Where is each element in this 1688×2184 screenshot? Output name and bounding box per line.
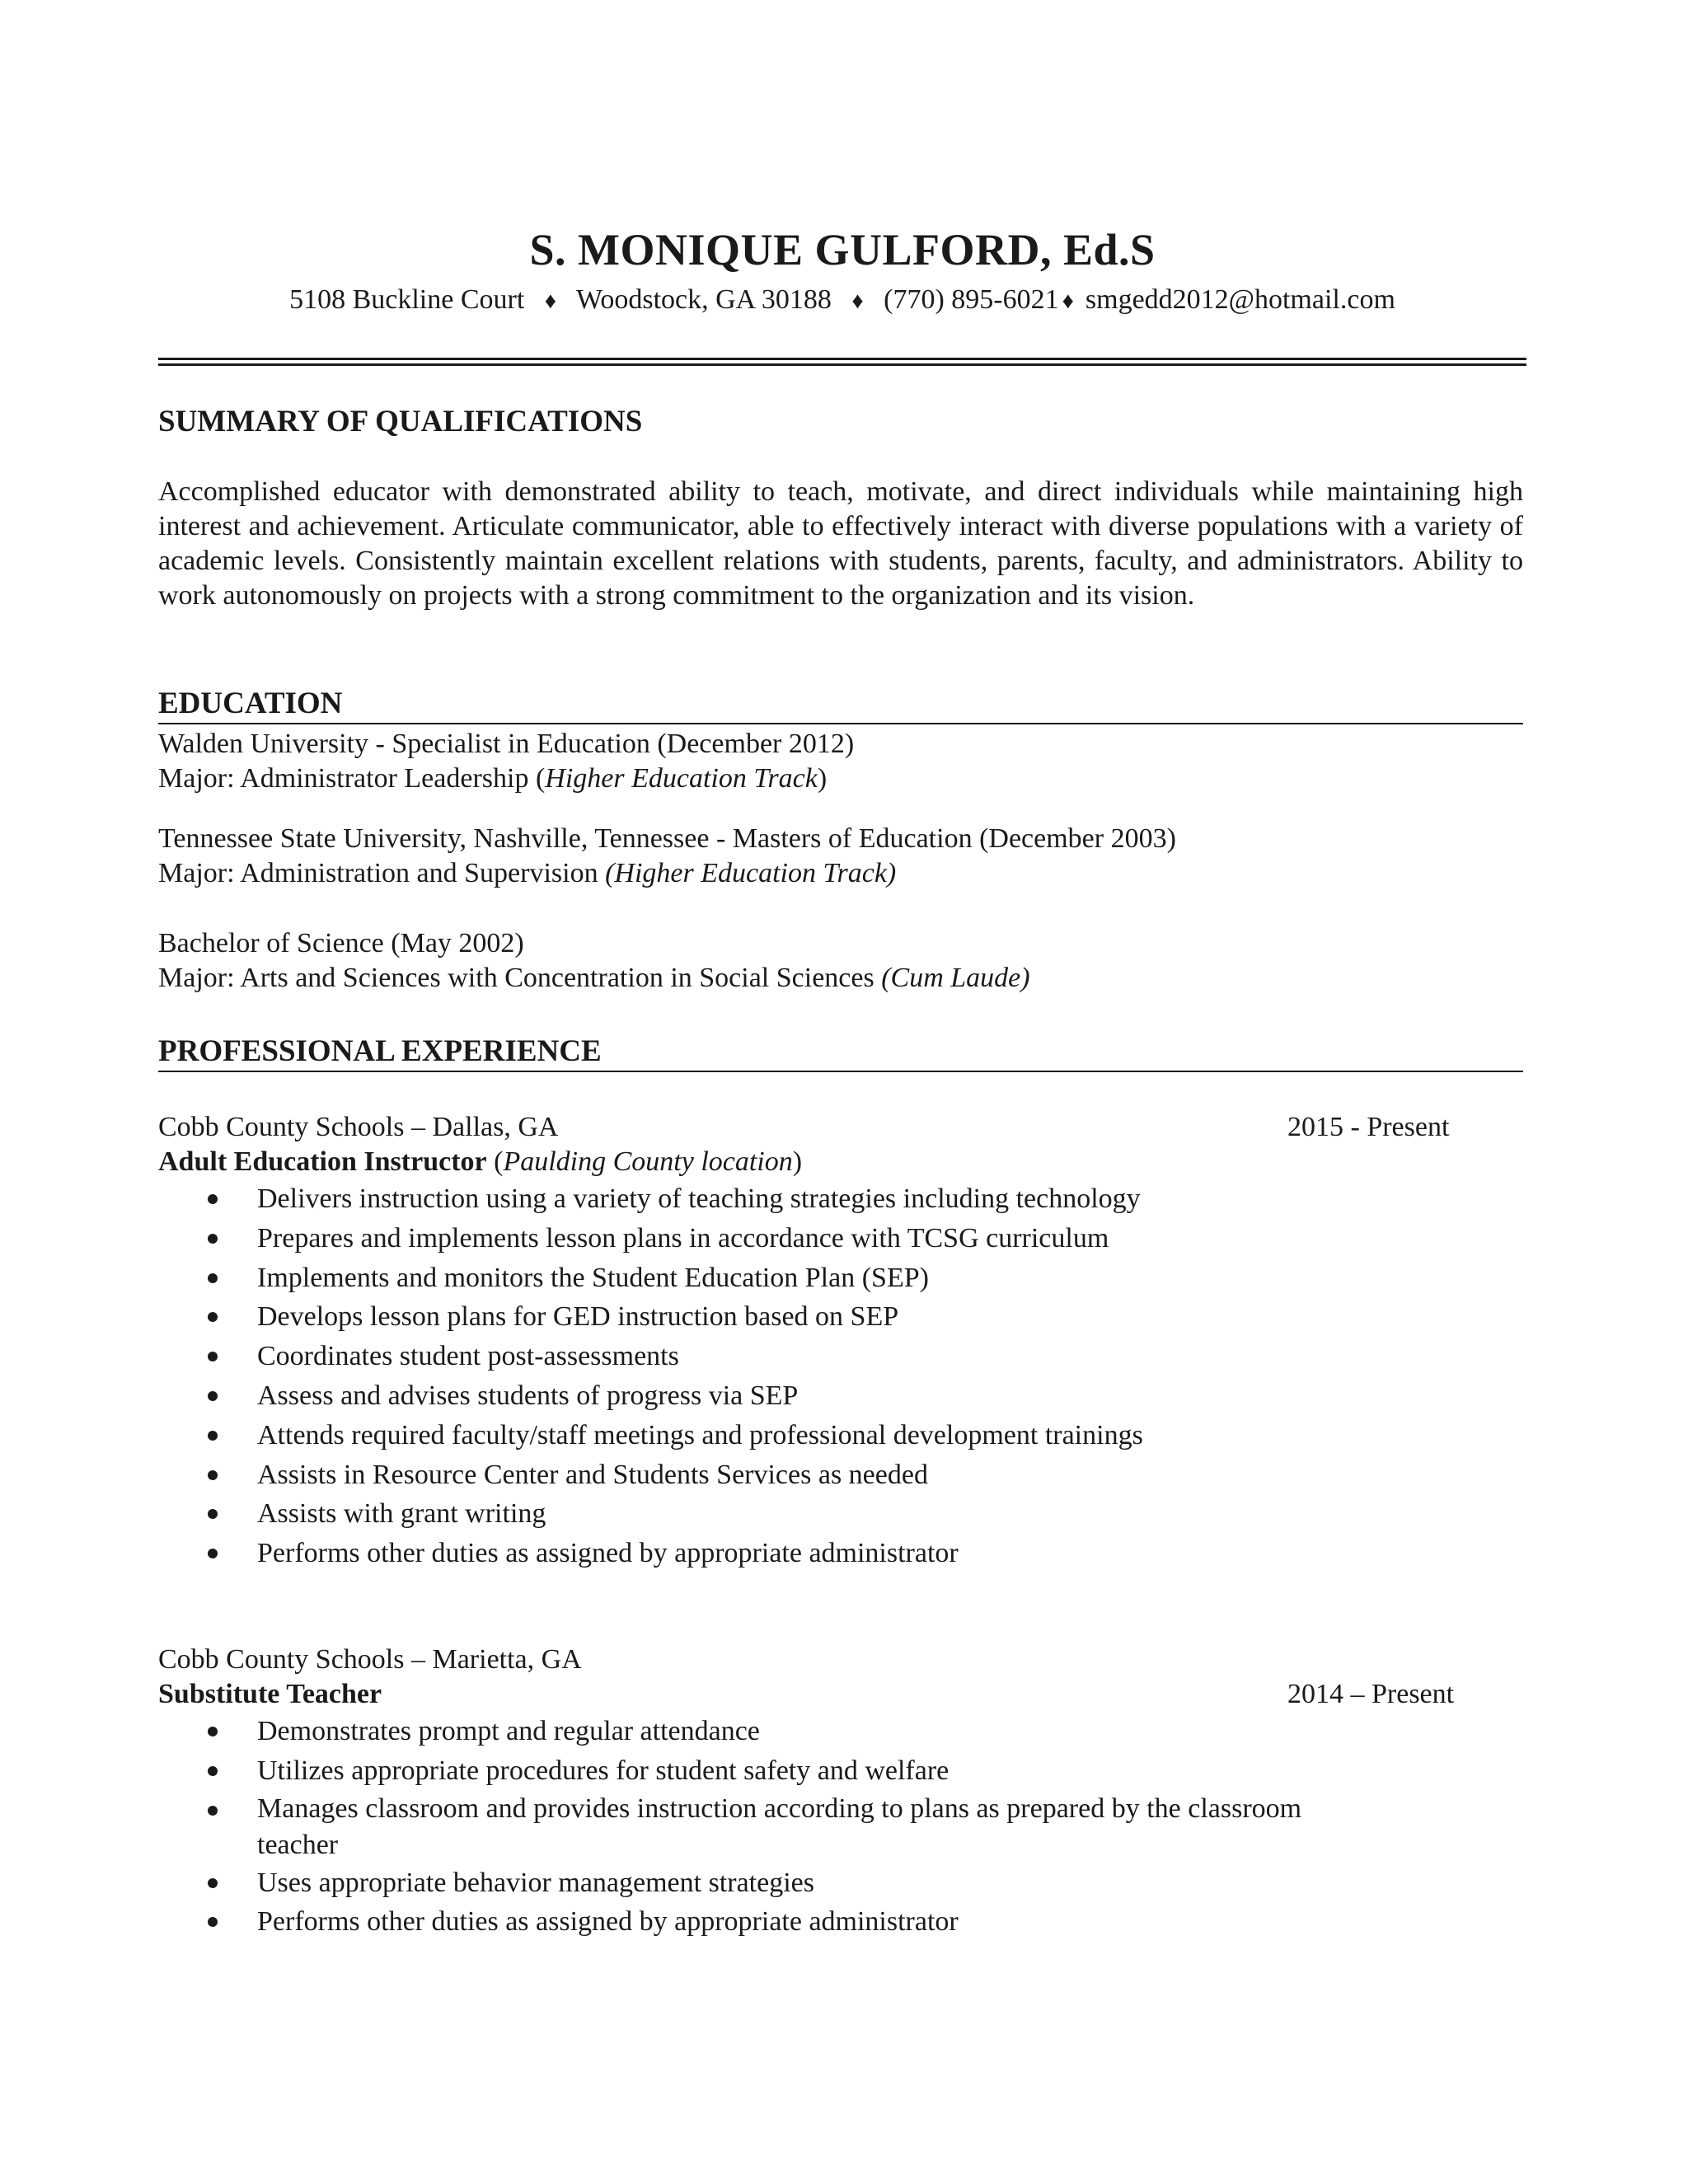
duty-text: Performs other duties as assigned by appropriate administrator [257, 1906, 959, 1938]
duty-text: Demonstrates prompt and regular attendance [257, 1716, 760, 1746]
list-item [158, 1337, 1312, 1376]
job-2-title: Substitute Teacher [158, 1679, 382, 1709]
city-state-zip: Woodstock, GA 30188 [575, 284, 832, 315]
list-item [158, 1863, 1304, 1903]
job-1-title-line [158, 1146, 802, 1178]
job-1-location-note: Paulding County location [503, 1146, 793, 1177]
education-entry-2-title: Tennessee State University, Nashville, Tennessee - Masters of Education (December 2003) [158, 823, 1176, 854]
job-2-dates: 2014 – Present [1287, 1679, 1455, 1709]
major-track: Higher Education Track [545, 763, 818, 794]
diamond-icon: ♦ [851, 288, 864, 314]
major-text: Major: Arts and Sciences with Concentration in Social Sciences [158, 963, 882, 993]
list-item [158, 1712, 1304, 1751]
summary-text: Accomplished educator with demonstrated ability to teach, motivate, and direct individuals while maintaining high interest and achievement. Articulate communicator, able to effectively interact with diverse populations with a variety of academic levels. Consistently maintain excellent relations with students, parents, faculty, and administrators. Ability to work autonomously on projects with a strong commitment to the organization and its vision. [158, 476, 1523, 611]
job-1-dates: 2015 - Present [1287, 1112, 1450, 1142]
list-item [158, 1791, 1304, 1863]
major-honors: (Cum Laude) [881, 963, 1030, 993]
list-item [158, 1376, 1312, 1416]
list-item [158, 1219, 1312, 1258]
diamond-icon: ♦ [544, 288, 557, 314]
list-item [158, 1258, 1312, 1298]
bullet-icon [208, 1727, 218, 1736]
bullet-icon [208, 1352, 218, 1361]
candidate-name: S. MONIQUE GULFORD, Ed.S [529, 225, 1156, 274]
education-entry-2-major [158, 858, 896, 889]
phone: (770) 895-6021 [884, 284, 1059, 315]
bullet-icon [208, 1234, 218, 1244]
bullet-icon [208, 1391, 218, 1401]
education-heading: EDUCATION [158, 686, 1523, 724]
address: 5108 Buckline Court [289, 284, 525, 315]
bullet-icon [208, 1273, 218, 1283]
header-divider [158, 358, 1526, 366]
list-item [158, 1179, 1312, 1219]
bullet-icon [208, 1509, 218, 1519]
duty-text: Implements and monitors the Student Education Plan (SEP) [257, 1262, 929, 1293]
major-text-end: ) [817, 763, 828, 794]
bullet-icon [208, 1549, 218, 1558]
duty-text: Attends required faculty/staff meetings and professional development trainings [257, 1419, 1143, 1451]
diamond-icon: ♦ [1062, 288, 1074, 314]
list-item [158, 1751, 1304, 1791]
duty-text: Performs other duties as assigned by appropriate administrator [257, 1538, 959, 1569]
bullet-icon [208, 1878, 218, 1888]
education-entry-3-title: Bachelor of Science (May 2002) [158, 928, 524, 958]
duty-text: Develops lesson plans for GED instruction based on SEP [257, 1301, 899, 1333]
list-item [158, 1455, 1312, 1495]
contact-line [158, 284, 1526, 316]
duty-text: Uses appropriate behavior management strategies [257, 1867, 814, 1898]
major-text: Major: Administration and Supervision [158, 858, 606, 888]
duty-text: Assists in Resource Center and Students Services as needed [257, 1459, 928, 1490]
duty-text: Prepares and implements lesson plans in accordance with TCSG curriculum [257, 1222, 1109, 1254]
major-text: Major: Administrator Leadership ( [158, 763, 546, 794]
bullet-icon [208, 1470, 218, 1480]
major-track: (Higher Education Track) [605, 858, 897, 888]
experience-heading: PROFESSIONAL EXPERIENCE [158, 1033, 1523, 1072]
education-entry-1-title: Walden University - Specialist in Education (December 2012) [158, 729, 855, 759]
bullet-icon [208, 1312, 218, 1322]
bullet-icon [208, 1806, 218, 1816]
duty-text: Delivers instruction using a variety of teaching strategies including technology [257, 1183, 1141, 1214]
job-1-title: Adult Education Instructor [158, 1146, 487, 1177]
bullet-icon [208, 1917, 218, 1927]
job-1-employer: Cobb County Schools – Dallas, GA [158, 1112, 559, 1142]
duty-text: Assists with grant writing [257, 1498, 546, 1530]
bullet-icon [208, 1766, 218, 1776]
summary-heading: SUMMARY OF QUALIFICATIONS [158, 405, 643, 438]
job-1-duties [158, 1179, 1312, 1573]
list-item [158, 1494, 1312, 1534]
list-item [158, 1902, 1304, 1942]
education-entry-1-major [158, 763, 827, 794]
bullet-icon [208, 1194, 218, 1204]
bullet-icon [208, 1431, 218, 1441]
duty-text: Assess and advises students of progress via SEP [257, 1380, 799, 1411]
duty-text: Coordinates student post-assessments [257, 1341, 679, 1372]
job-2-duties [158, 1712, 1304, 1942]
job-2-employer: Cobb County Schools – Marietta, GA [158, 1644, 582, 1675]
duty-text: Utilizes appropriate procedures for student safety and welfare [257, 1755, 950, 1786]
list-item [158, 1416, 1312, 1455]
list-item [158, 1534, 1312, 1573]
education-entry-3-major [158, 963, 1030, 994]
list-item [158, 1297, 1312, 1337]
email: smgedd2012@hotmail.com [1085, 284, 1395, 315]
paren-close: ) [792, 1146, 803, 1177]
duty-text: Manages classroom and provides instruction according to plans as prepared by the classroom teacher [257, 1793, 1302, 1860]
paren-open: ( [486, 1146, 504, 1177]
